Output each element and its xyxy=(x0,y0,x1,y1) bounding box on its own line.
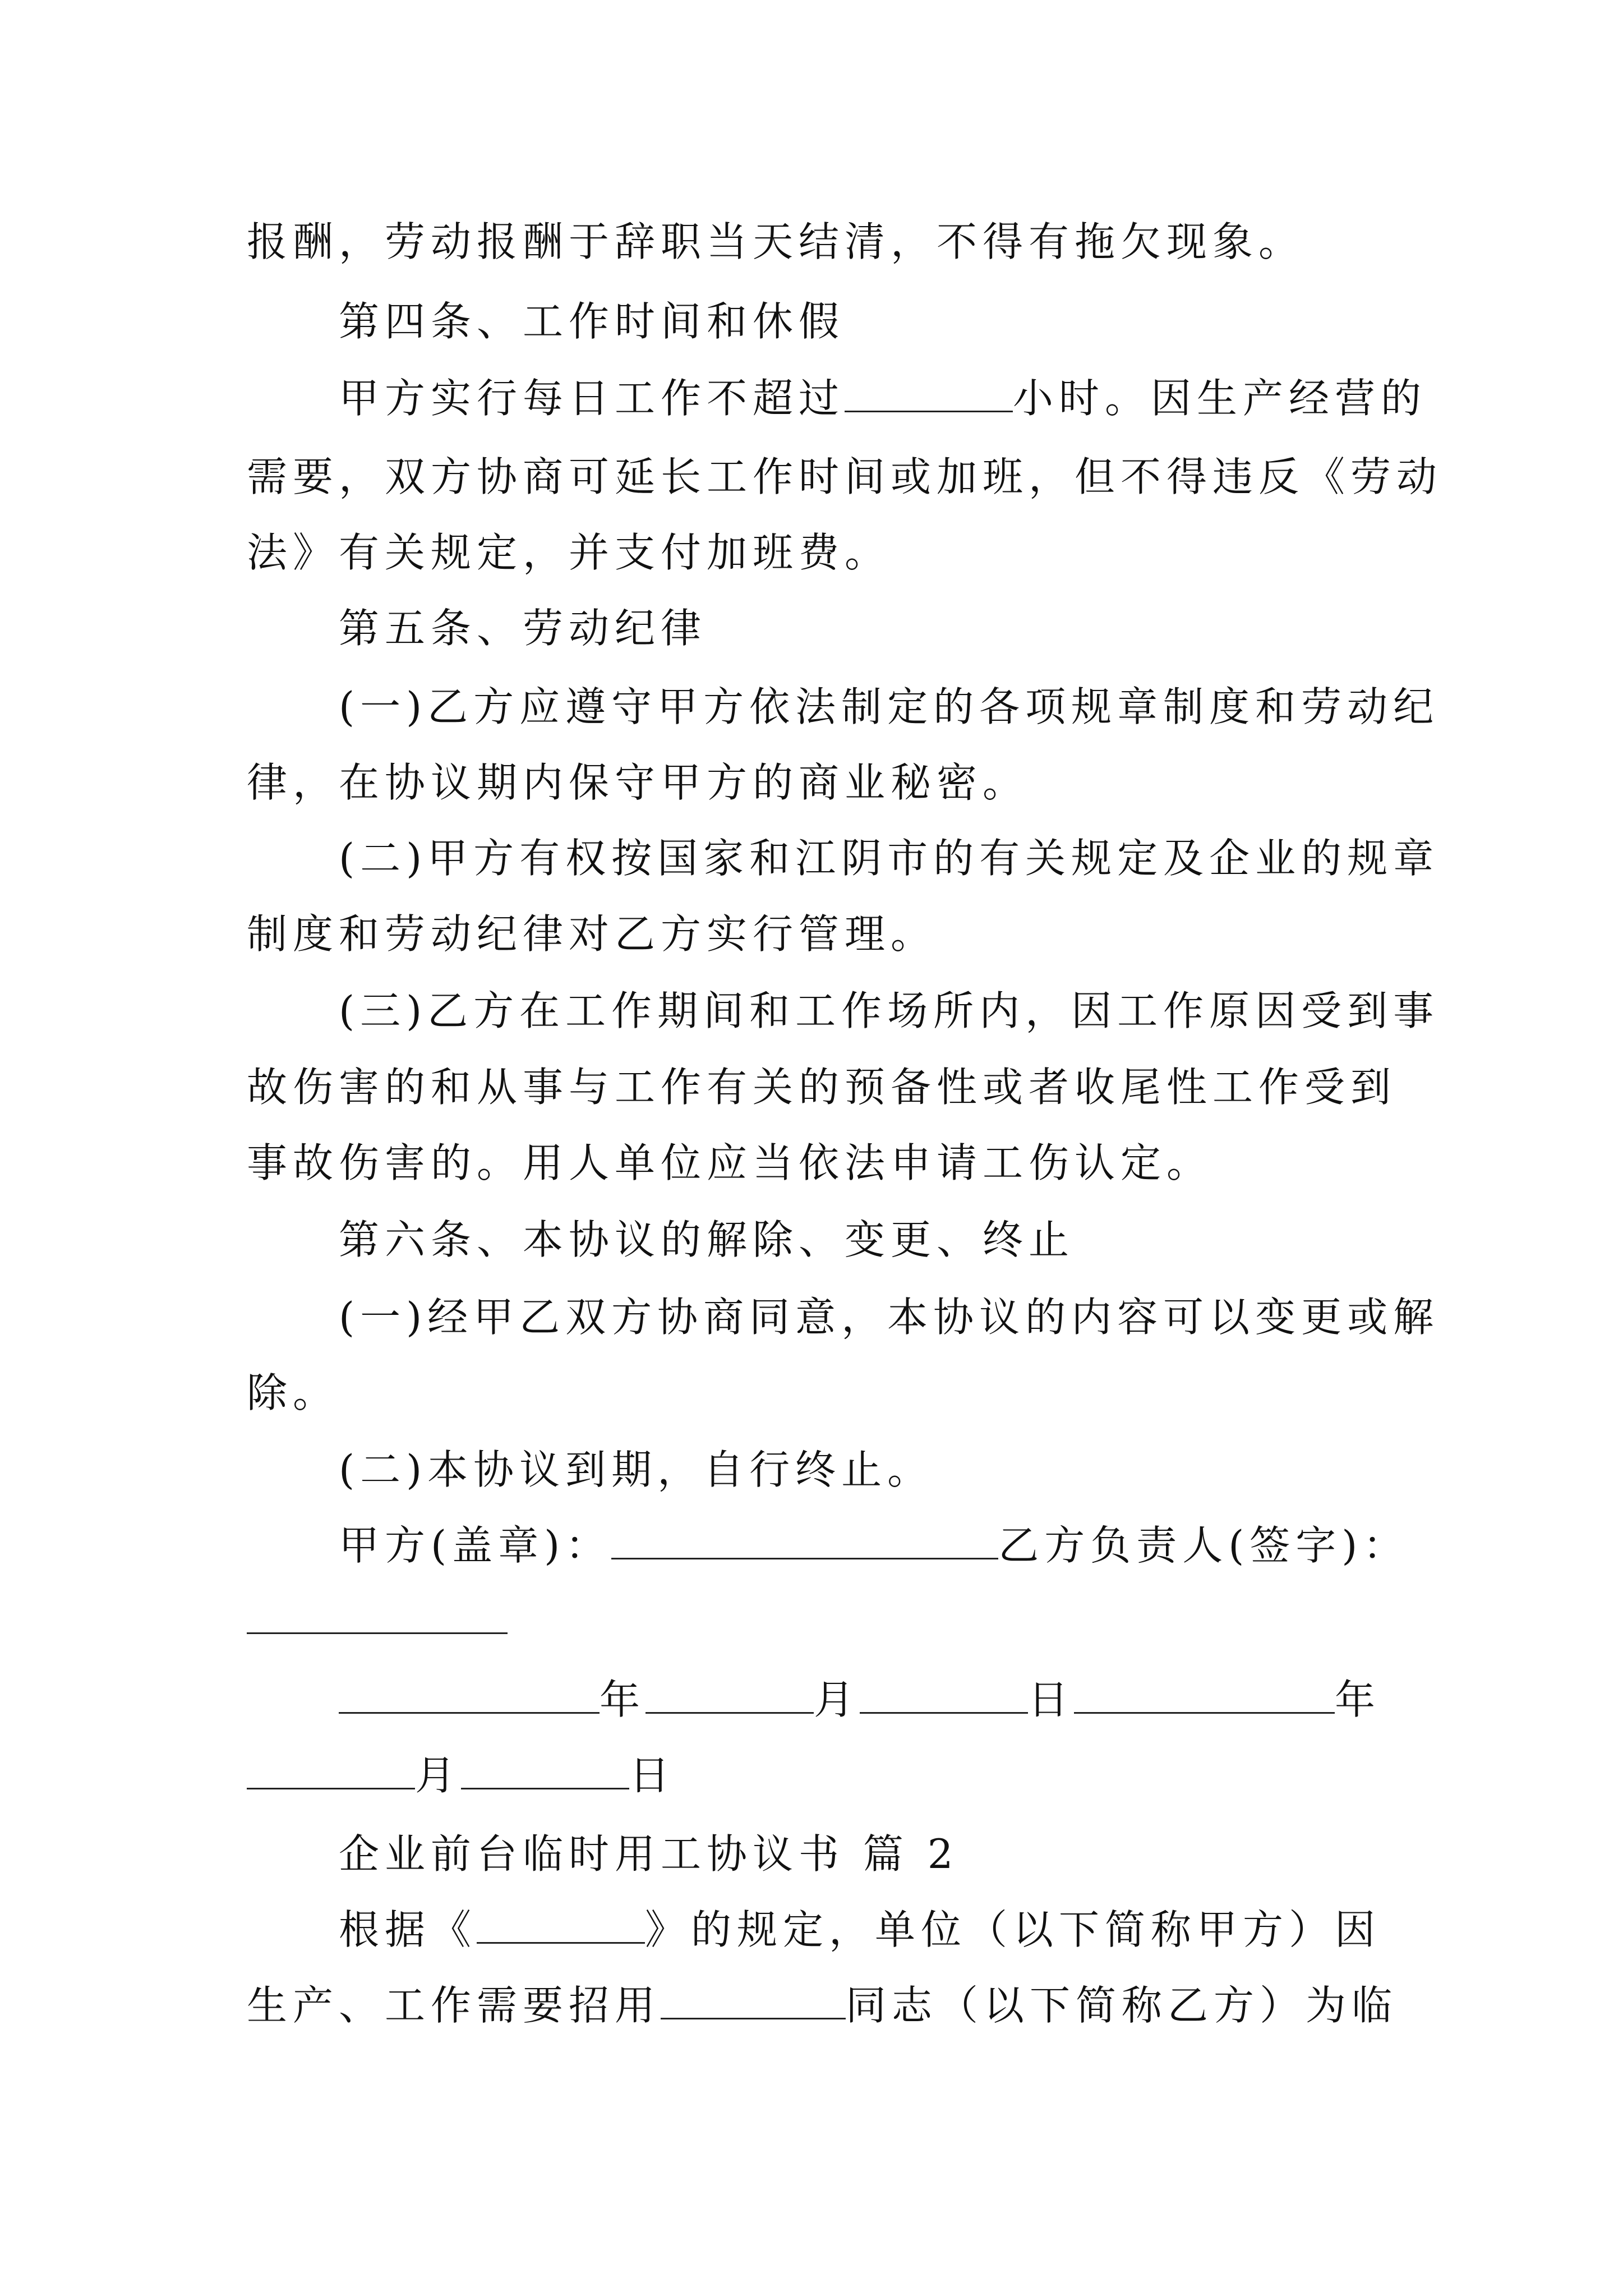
body-line: 报酬，劳动报酬于辞职当天结清，不得有拖欠现象。 xyxy=(247,218,1305,265)
signature-line: 甲方(盖章)： 乙方负责人(签字)： xyxy=(339,1522,1409,1569)
blank-law-name xyxy=(477,1907,645,1944)
blank-month-a xyxy=(645,1677,814,1714)
date-line: 月 日 xyxy=(247,1747,675,1803)
blank-month-b xyxy=(247,1753,415,1789)
body-line: 根据《 》的规定，单位（以下简称甲方）因 xyxy=(339,1906,1381,1953)
body-line: (一)乙方应遵守甲方依法制定的各项规章制度和劳动纪 xyxy=(339,683,1440,730)
body-line: 甲方实行每日工作不超过 小时。因生产经营的 xyxy=(339,375,1427,422)
blank-day-a xyxy=(860,1677,1028,1714)
body-line: (二)甲方有权按国家和江阴市的有关规定及企业的规章 xyxy=(339,835,1440,882)
date-line: 年 月 日 年 xyxy=(339,1672,1381,1728)
article-6-heading: 第六条、本协议的解除、变更、终止 xyxy=(339,1216,1075,1263)
body-line: 事故伤害的。用人单位应当依法申请工伤认定。 xyxy=(247,1139,1213,1186)
section-2-title: 企业前台临时用工协议书 篇 2 xyxy=(339,1830,959,1878)
body-line: (一)经甲乙双方协商同意，本协议的内容可以变更或解 xyxy=(339,1294,1440,1341)
article-4-heading: 第四条、工作时间和休假 xyxy=(339,298,845,345)
body-line: 除。 xyxy=(247,1369,339,1416)
blank-year-b xyxy=(1074,1677,1335,1714)
party-b-sign-blank xyxy=(247,1632,508,1634)
body-line: (二)本协议到期，自行终止。 xyxy=(339,1446,934,1493)
blank-hours xyxy=(845,376,1013,412)
party-a-seal-blank xyxy=(611,1523,998,1559)
blank-day-b xyxy=(461,1753,629,1789)
body-line: (三)乙方在工作期间和工作场所内，因工作原因受到事 xyxy=(339,987,1440,1034)
body-line: 律，在协议期内保守甲方的商业秘密。 xyxy=(247,759,1029,806)
body-line: 需要，双方协商可延长工作时间或加班，但不得违反《劳动 xyxy=(247,453,1443,500)
body-line: 生产、工作需要招用 同志（以下简称乙方）为临 xyxy=(247,1982,1398,2029)
body-line: 故伤害的和从事与工作有关的预备性或者收尾性工作受到 xyxy=(247,1064,1397,1111)
blank-employee-name xyxy=(661,1983,846,2019)
article-5-heading: 第五条、劳动纪律 xyxy=(339,605,707,652)
body-line: 制度和劳动纪律对乙方实行管理。 xyxy=(247,910,937,958)
body-line: 法》有关规定，并支付加班费。 xyxy=(247,529,891,576)
blank-year-a xyxy=(339,1677,600,1714)
